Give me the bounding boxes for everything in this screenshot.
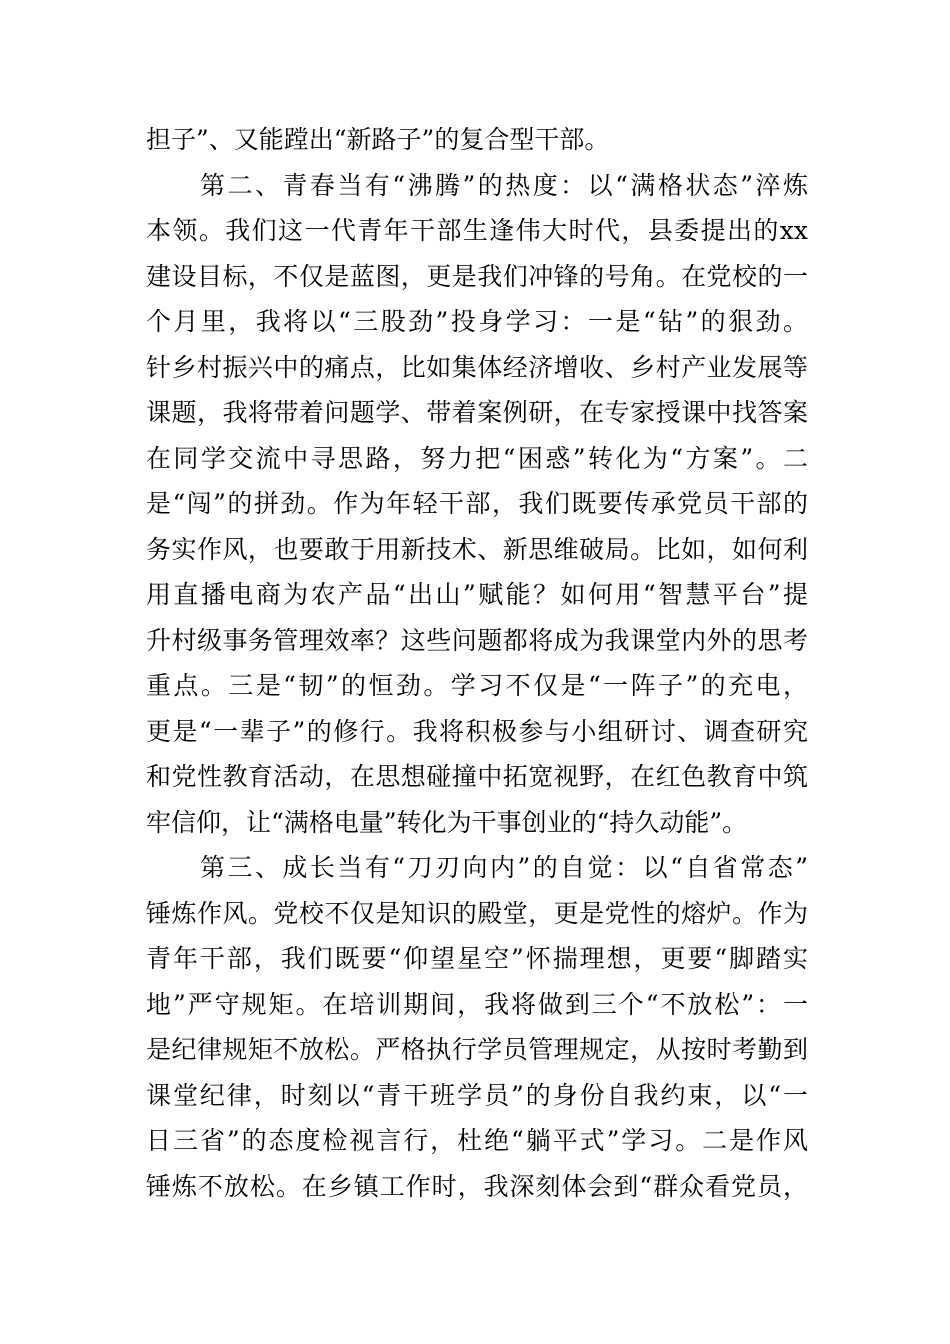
text-line: 牢信仰，让“满格电量”转化为干事创业的“持久动能”。 — [146, 807, 748, 837]
text-line: 重点。三是“韧”的恒劲。学习不仅是“一阵子”的充电， — [146, 671, 808, 700]
text-line: 锤炼作风。党校不仅是知识的殿堂，更是党性的熔炉。作为 — [146, 898, 808, 928]
text-line: 用直播电商为农产品“出山”赋能？如何用“智慧平台”提 — [146, 580, 808, 609]
text-line: 更是“一辈子”的修行。我将积极参与小组研讨、调查研究 — [146, 716, 808, 746]
text-line: 和党性教育活动，在思想碰撞中拓宽视野，在红色教育中筑 — [146, 762, 808, 791]
text-line: 担子”、又能蹚出“新路子”的复合型干部。 — [146, 125, 610, 154]
text-line: 本领。我们这一代青年干部生逢伟大时代，县委提出的xx — [146, 216, 808, 245]
text-line: 是纪律规矩不放松。严格执行学员管理规定，从按时考勤到 — [146, 1035, 808, 1064]
text-line: 是“闯”的拼劲。作为年轻干部，我们既要传承党员干部的 — [146, 489, 808, 518]
text-line: 个月里，我将以“三股劲”投身学习：一是“钻”的狠劲。 — [146, 307, 808, 336]
paragraph-heading-line: 第二、青春当有“沸腾”的热度：以“满格状态”淬炼 — [200, 170, 808, 200]
text-line: 地”严守规矩。在培训期间，我将做到三个“不放松”：一 — [146, 989, 808, 1019]
text-line: 日三省”的态度检视言行，杜绝“躺平式”学习。二是作风 — [146, 1126, 808, 1155]
paragraph-heading-line: 第三、成长当有“刀刃向内”的自觉：以“自省常态” — [200, 853, 808, 882]
body-text — [146, 117, 808, 1209]
text-line: 建设目标，不仅是蓝图，更是我们冲锋的号角。在党校的一 — [146, 261, 808, 291]
text-line: 升村级事务管理效率？这些问题都将成为我课堂内外的思考 — [146, 625, 808, 655]
text-line: 锤炼不放松。在乡镇工作时，我深刻体会到“群众看党员， — [146, 1171, 808, 1201]
text-line: 针乡村振兴中的痛点，比如集体经济增收、乡村产业发展等 — [146, 352, 808, 382]
text-line: 务实作风，也要敢于用新技术、新思维破局。比如，如何利 — [146, 534, 808, 564]
text-line: 课题，我将带着问题学、带着案例研，在专家授课中找答案 — [146, 398, 808, 427]
text-line: 在同学交流中寻思路，努力把“困惑”转化为“方案”。二 — [146, 443, 808, 473]
text-line: 课堂纪律，时刻以“青干班学员”的身份自我约束，以“一 — [146, 1080, 808, 1110]
text-line: 青年干部，我们既要“仰望星空”怀揣理想，更要“脚踏实 — [146, 944, 808, 973]
